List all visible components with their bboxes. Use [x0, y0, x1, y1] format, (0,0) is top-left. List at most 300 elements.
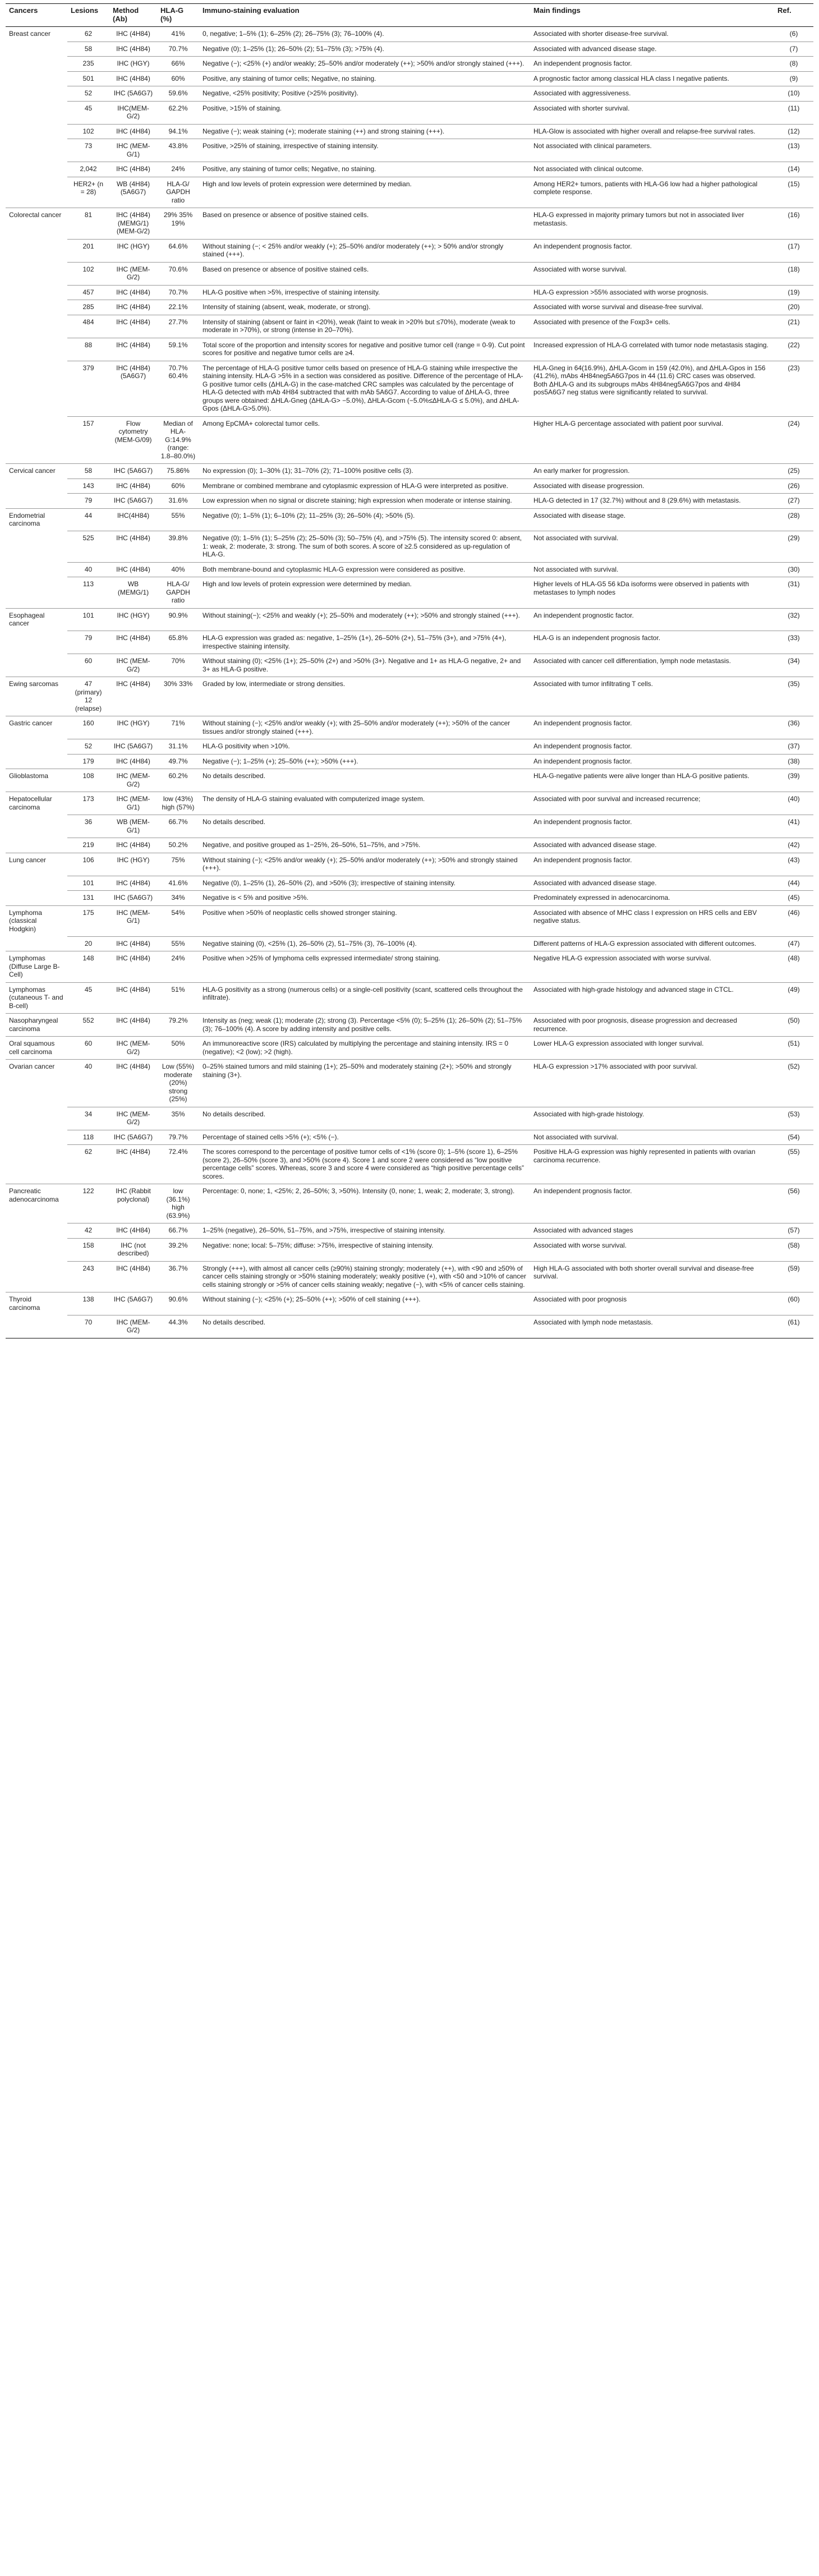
reference-cell: (24)	[774, 416, 813, 464]
method-cell: IHC (HGY)	[109, 608, 157, 631]
hla-g-cell: 64.6%	[157, 239, 199, 262]
evaluation-cell: 0–25% stained tumors and mild staining (1+); 25–50% and moderately staining (2+); >50% and strongly staining (3+).	[199, 1060, 530, 1107]
cancer-cell	[6, 1238, 67, 1261]
reference-cell: (18)	[774, 262, 813, 285]
lesions-cell: 47 (primary) 12 (relapse)	[67, 677, 109, 716]
evaluation-cell: No details described.	[199, 815, 530, 838]
lesions-cell: 175	[67, 905, 109, 936]
hla-g-cell: 55%	[157, 508, 199, 531]
evaluation-cell: The density of HLA-G staining evaluated with computerized image system.	[199, 792, 530, 815]
lesions-cell: 60	[67, 654, 109, 677]
table-row	[6, 1315, 813, 1338]
reference-cell: (58)	[774, 1238, 813, 1261]
lesions-cell: 143	[67, 479, 109, 494]
evaluation-cell: Negative, and positive grouped as 1−25%, 26–50%, 51–75%, and >75%.	[199, 838, 530, 853]
findings-cell: Associated with poor prognosis, disease progression and decreased recurrence.	[530, 1014, 774, 1037]
lesions-cell: 102	[67, 262, 109, 285]
reference-cell: (39)	[774, 769, 813, 792]
table-row	[6, 479, 813, 494]
cancer-cell	[6, 838, 67, 853]
cancer-cell: Hepatocellular carcinoma	[6, 792, 67, 815]
header-lesions: Lesions	[67, 4, 109, 27]
lesions-cell: 58	[67, 42, 109, 57]
reference-cell: (34)	[774, 654, 813, 677]
method-cell: IHC (4H84)	[109, 838, 157, 853]
findings-cell: High HLA-G associated with both shorter overall survival and disease-free survival.	[530, 1261, 774, 1292]
header-findings: Main findings	[530, 4, 774, 27]
table-row	[6, 208, 813, 240]
table-row	[6, 1292, 813, 1315]
method-cell: IHC (HGY)	[109, 716, 157, 739]
evaluation-cell: No details described.	[199, 769, 530, 792]
table-row	[6, 951, 813, 983]
findings-cell: HLA-G detected in 17 (32.7%) without and 8 (29.6%) with metastasis.	[530, 494, 774, 509]
table-row	[6, 300, 813, 315]
lesions-cell: 62	[67, 27, 109, 42]
method-cell: IHC (HGY)	[109, 57, 157, 72]
method-cell: IHC (MEM-G/2)	[109, 1315, 157, 1338]
reference-cell: (26)	[774, 479, 813, 494]
lesions-cell: 552	[67, 1014, 109, 1037]
hla-g-cell: 70.7% 60.4%	[157, 361, 199, 416]
reference-cell: (7)	[774, 42, 813, 57]
reference-cell: (40)	[774, 792, 813, 815]
table-row	[6, 1107, 813, 1130]
table-row	[6, 1184, 813, 1223]
findings-cell: An independent prognosis factor.	[530, 853, 774, 876]
method-cell: IHC (MEM-G/2)	[109, 1037, 157, 1060]
lesions-cell: 148	[67, 951, 109, 983]
hla-g-cell: 34%	[157, 891, 199, 906]
reference-cell: (20)	[774, 300, 813, 315]
lesions-cell: 118	[67, 1130, 109, 1145]
findings-cell: HLA-G is an independent prognosis factor.	[530, 631, 774, 654]
cancer-cell	[6, 494, 67, 509]
cancer-cell	[6, 262, 67, 285]
evaluation-cell: Total score of the proportion and intensity scores for negative and positive tumor cell (range = 0-9). Cut point scores for positive and negative tumor cells are ≥4.	[199, 338, 530, 361]
table-row	[6, 361, 813, 416]
table-row	[6, 239, 813, 262]
method-cell: IHC (4H84)	[109, 631, 157, 654]
findings-cell: An independent prognosis factor.	[530, 815, 774, 838]
findings-cell: HLA-G expressed in majority primary tumors but not in associated liver metastasis.	[530, 208, 774, 240]
evaluation-cell: Positive, >25% of staining, irrespective of staining intensity.	[199, 139, 530, 162]
reference-cell: (48)	[774, 951, 813, 983]
lesions-cell: 138	[67, 1292, 109, 1315]
method-cell: IHC (MEM-G/2)	[109, 1107, 157, 1130]
cancer-cell: Esophageal cancer	[6, 608, 67, 631]
evaluation-cell: Negative (−); weak staining (+); moderate staining (++) and strong staining (+++).	[199, 124, 530, 139]
reference-cell: (43)	[774, 853, 813, 876]
cancer-cell	[6, 101, 67, 124]
lesions-cell: 70	[67, 1315, 109, 1338]
hla-g-cell: 62.2%	[157, 101, 199, 124]
reference-cell: (38)	[774, 754, 813, 769]
table-row	[6, 1223, 813, 1239]
cancer-cell	[6, 315, 67, 338]
method-cell: IHC(4H84)	[109, 508, 157, 531]
hla-g-cell: low (43%) high (57%)	[157, 792, 199, 815]
reference-cell: (44)	[774, 876, 813, 891]
method-cell: IHC(MEM-G/2)	[109, 101, 157, 124]
evaluation-cell: Without staining (−); <25% and/or weakly (+); with 25–50% and/or moderately (++); >50% of the cancer tissues and/or strongly stained (+++).	[199, 716, 530, 739]
table-row	[6, 285, 813, 300]
evaluation-cell: Intensity as (neg; weak (1); moderate (2); strong (3). Percentage <5% (0); 5–25% (1); 26–50% (2); 51–75% (3); 76–100% (4). A score by adding intensity and positive cells.	[199, 1014, 530, 1037]
cancer-cell	[6, 1261, 67, 1292]
findings-cell: Not associated with survival.	[530, 1130, 774, 1145]
reference-cell: (32)	[774, 608, 813, 631]
lesions-cell: 62	[67, 1145, 109, 1184]
evaluation-cell: Negative (−); 1–25% (+); 25–50% (++); >50% (+++).	[199, 754, 530, 769]
lesions-cell: 108	[67, 769, 109, 792]
cancer-cell	[6, 479, 67, 494]
table-row	[6, 416, 813, 464]
reference-cell: (57)	[774, 1223, 813, 1239]
evaluation-cell: High and low levels of protein expression were determined by median.	[199, 577, 530, 609]
method-cell: IHC (4H84)	[109, 951, 157, 983]
table-row	[6, 677, 813, 716]
table-row	[6, 739, 813, 755]
evaluation-cell: Negative (−); <25% (+) and/or weakly; 25–50% and/or moderately (++); >50% and/or strongly stained (+++).	[199, 57, 530, 72]
hla-g-cell: 24%	[157, 162, 199, 177]
cancer-cell	[6, 416, 67, 464]
hla-g-cell: HLA-G/ GAPDH ratio	[157, 177, 199, 208]
cancer-cell	[6, 562, 67, 577]
method-cell: WB (MEMG/1)	[109, 577, 157, 609]
lesions-cell: 101	[67, 608, 109, 631]
reference-cell: (55)	[774, 1145, 813, 1184]
method-cell: IHC (4H84)	[109, 1223, 157, 1239]
findings-cell: Lower HLA-G expression associated with longer survival.	[530, 1037, 774, 1060]
cancer-cell	[6, 71, 67, 86]
method-cell: IHC (MEM-G/1)	[109, 905, 157, 936]
reference-cell: (60)	[774, 1292, 813, 1315]
table-row	[6, 876, 813, 891]
evaluation-cell: Strongly (+++), with almost all cancer cells (≥90%) staining strongly; moderately (++), with <90 and ≥50% of cancer cells staining strongly or >50% staining moderately; weakly positive (+), with <50 and >10% of cancer cells staining strongly or >5% of cancer cells staining weakly; negative (−), with <5% of cancer cells staining.	[199, 1261, 530, 1292]
evaluation-cell: Membrane or combined membrane and cytoplasmic expression of HLA-G were interpreted as positive.	[199, 479, 530, 494]
method-cell: IHC (4H84)	[109, 27, 157, 42]
header-ref: Ref.	[774, 4, 813, 27]
cancer-cell	[6, 139, 67, 162]
hla-g-cell: 30% 33%	[157, 677, 199, 716]
evaluation-cell: Based on presence or absence of positive stained cells.	[199, 262, 530, 285]
table-row	[6, 177, 813, 208]
method-cell: IHC (HGY)	[109, 239, 157, 262]
table-row	[6, 531, 813, 563]
cancer-cell	[6, 42, 67, 57]
evaluation-cell: Negative staining (0), <25% (1), 26–50% (2), 51–75% (3), 76–100% (4).	[199, 936, 530, 951]
hla-g-cell: 40%	[157, 562, 199, 577]
lesions-cell: 40	[67, 1060, 109, 1107]
cancer-cell	[6, 285, 67, 300]
evaluation-cell: Both membrane-bound and cytoplasmic HLA-G expression were considered as positive.	[199, 562, 530, 577]
hla-g-cell: 70%	[157, 654, 199, 677]
findings-cell: Associated with absence of MHC class I expression on HRS cells and EBV negative status.	[530, 905, 774, 936]
cancer-cell	[6, 577, 67, 609]
table-row	[6, 631, 813, 654]
evaluation-cell: High and low levels of protein expression were determined by median.	[199, 177, 530, 208]
lesions-cell: 45	[67, 982, 109, 1014]
method-cell: IHC (4H84)	[109, 338, 157, 361]
hla-g-cell: 59.6%	[157, 86, 199, 102]
cancer-cell	[6, 754, 67, 769]
method-cell: IHC (5A6G7)	[109, 464, 157, 479]
cancer-cell	[6, 177, 67, 208]
cancer-cell	[6, 338, 67, 361]
hla-g-cell: 44.3%	[157, 1315, 199, 1338]
table-row	[6, 1060, 813, 1107]
evaluation-cell: Positive, any staining of tumor cells; Negative, no staining.	[199, 71, 530, 86]
cancer-cell: Lymphomas (cutaneous T- and B-cell)	[6, 982, 67, 1014]
cancer-cell	[6, 1130, 67, 1145]
findings-cell: Associated with shorter survival.	[530, 101, 774, 124]
method-cell: IHC (4H84)	[109, 1014, 157, 1037]
reference-cell: (19)	[774, 285, 813, 300]
method-cell: IHC (4H84)	[109, 479, 157, 494]
hla-g-cell: 31.6%	[157, 494, 199, 509]
hla-g-cell: 43.8%	[157, 139, 199, 162]
lesions-cell: 201	[67, 239, 109, 262]
lesions-cell: 73	[67, 139, 109, 162]
findings-cell: An independent prognosis factor.	[530, 57, 774, 72]
cancer-cell	[6, 1107, 67, 1130]
cancer-cell	[6, 531, 67, 563]
evaluation-cell: Positive when >50% of neoplastic cells showed stronger staining.	[199, 905, 530, 936]
cancer-cell	[6, 891, 67, 906]
evaluation-cell: 1–25% (negative), 26–50%, 51–75%, and >75%, irrespective of staining intensity.	[199, 1223, 530, 1239]
cancer-cell: Colorectal cancer	[6, 208, 67, 240]
cancer-cell: Cervical cancer	[6, 464, 67, 479]
cancer-cell	[6, 739, 67, 755]
findings-cell: An independent prognosis factor.	[530, 239, 774, 262]
reference-cell: (27)	[774, 494, 813, 509]
cancer-cell	[6, 361, 67, 416]
evaluation-cell: Intensity of staining (absent, weak, moderate, or strong).	[199, 300, 530, 315]
table-row	[6, 815, 813, 838]
lesions-cell: 34	[67, 1107, 109, 1130]
lesions-cell: 60	[67, 1037, 109, 1060]
evaluation-cell: No details described.	[199, 1315, 530, 1338]
hla-g-cell: 70.7%	[157, 42, 199, 57]
cancer-cell: Ewing sarcomas	[6, 677, 67, 716]
cancer-cell: Thyroid carcinoma	[6, 1292, 67, 1315]
header-cancers: Cancers	[6, 4, 67, 27]
cancer-cell	[6, 654, 67, 677]
cancer-cell	[6, 1315, 67, 1338]
findings-cell: Higher HLA-G percentage associated with patient poor survival.	[530, 416, 774, 464]
method-cell: IHC (Rabbit polyclonal)	[109, 1184, 157, 1223]
findings-cell: Associated with disease stage.	[530, 508, 774, 531]
findings-cell: Associated with high-grade histology and advanced stage in CTCL.	[530, 982, 774, 1014]
lesions-cell: 79	[67, 631, 109, 654]
method-cell: IHC (HGY)	[109, 853, 157, 876]
lesions-cell: 52	[67, 86, 109, 102]
method-cell: IHC (4H84)	[109, 315, 157, 338]
findings-cell: HLA-G expression >17% associated with poor survival.	[530, 1060, 774, 1107]
method-cell: Flow cytometry (MEM-G/09)	[109, 416, 157, 464]
reference-cell: (33)	[774, 631, 813, 654]
findings-cell: Associated with disease progression.	[530, 479, 774, 494]
reference-cell: (36)	[774, 716, 813, 739]
findings-cell: Not associated with clinical outcome.	[530, 162, 774, 177]
findings-cell: HLA-G expression >55% associated with worse prognosis.	[530, 285, 774, 300]
lesions-cell: 36	[67, 815, 109, 838]
findings-cell: Associated with advanced disease stage.	[530, 838, 774, 853]
hla-g-cell: 66%	[157, 57, 199, 72]
evaluation-cell: Negative: none; local: 5–75%; diffuse: >75%, irrespective of staining intensity.	[199, 1238, 530, 1261]
cancer-cell: Glioblastoma	[6, 769, 67, 792]
lesions-cell: HER2+ (n = 28)	[67, 177, 109, 208]
hla-g-cell: 79.7%	[157, 1130, 199, 1145]
reference-cell: (56)	[774, 1184, 813, 1223]
hla-g-cell: 39.2%	[157, 1238, 199, 1261]
hla-g-cell: 22.1%	[157, 300, 199, 315]
findings-cell: HLA-Glow is associated with higher overall and relapse-free survival rates.	[530, 124, 774, 139]
hla-g-cell: 79.2%	[157, 1014, 199, 1037]
table-row	[6, 315, 813, 338]
findings-cell: Among HER2+ tumors, patients with HLA-G6 low had a higher pathological complete response.	[530, 177, 774, 208]
hla-g-cell: 90.6%	[157, 1292, 199, 1315]
evaluation-cell: 0, negative; 1–5% (1); 6–25% (2); 26–75% (3); 76–100% (4).	[199, 27, 530, 42]
hla-g-cell: 54%	[157, 905, 199, 936]
hla-g-cell: low (36.1%) high (63.9%)	[157, 1184, 199, 1223]
lesions-cell: 157	[67, 416, 109, 464]
table-row	[6, 338, 813, 361]
cancer-cell	[6, 162, 67, 177]
hla-g-cell: 31.1%	[157, 739, 199, 755]
reference-cell: (42)	[774, 838, 813, 853]
reference-cell: (11)	[774, 101, 813, 124]
cancer-cell	[6, 815, 67, 838]
evaluation-cell: No details described.	[199, 1107, 530, 1130]
lesions-cell: 179	[67, 754, 109, 769]
cancer-cell: Nasopharyngeal carcinoma	[6, 1014, 67, 1037]
reference-cell: (31)	[774, 577, 813, 609]
lesions-cell: 457	[67, 285, 109, 300]
lesions-cell: 243	[67, 1261, 109, 1292]
lesions-cell: 101	[67, 876, 109, 891]
lesions-cell: 235	[67, 57, 109, 72]
cancer-cell	[6, 239, 67, 262]
reference-cell: (9)	[774, 71, 813, 86]
evaluation-cell: Without staining(−); <25% and weakly (+); 25–50% and moderately (++); >50% and strongly stained (+++).	[199, 608, 530, 631]
table-row	[6, 577, 813, 609]
findings-cell: Different patterns of HLA-G expression associated with different outcomes.	[530, 936, 774, 951]
findings-cell: Associated with advanced disease stage.	[530, 876, 774, 891]
evaluation-cell: Based on presence or absence of positive stained cells.	[199, 208, 530, 240]
hla-g-cell: 72.4%	[157, 1145, 199, 1184]
lesions-cell: 122	[67, 1184, 109, 1223]
hla-g-cell: 75.86%	[157, 464, 199, 479]
table-row	[6, 891, 813, 906]
findings-cell: An independent prognostic factor.	[530, 608, 774, 631]
findings-cell: An early marker for progression.	[530, 464, 774, 479]
findings-cell: Not associated with survival.	[530, 562, 774, 577]
lesions-cell: 81	[67, 208, 109, 240]
hla-g-cell: 27.7%	[157, 315, 199, 338]
table-row	[6, 27, 813, 42]
method-cell: IHC (4H84)	[109, 754, 157, 769]
table-body	[6, 27, 813, 1338]
method-cell: IHC (5A6G7)	[109, 891, 157, 906]
cancer-cell	[6, 1145, 67, 1184]
cancer-cell: Oral squamous cell carcinoma	[6, 1037, 67, 1060]
table-row	[6, 71, 813, 86]
table-row	[6, 769, 813, 792]
hla-g-cell: 94.1%	[157, 124, 199, 139]
method-cell: IHC (4H84)	[109, 876, 157, 891]
table-row	[6, 42, 813, 57]
method-cell: IHC (MEM-G/2)	[109, 654, 157, 677]
table-row	[6, 1145, 813, 1184]
method-cell: IHC (4H84)	[109, 300, 157, 315]
cancer-cell: Breast cancer	[6, 27, 67, 42]
method-cell: IHC (5A6G7)	[109, 494, 157, 509]
hla-g-cancer-table	[6, 3, 813, 1338]
findings-cell: Associated with tumor infiltrating T cells.	[530, 677, 774, 716]
hla-g-cell: 36.7%	[157, 1261, 199, 1292]
method-cell: IHC (4H84)	[109, 562, 157, 577]
method-cell: IHC (5A6G7)	[109, 739, 157, 755]
hla-g-cell: 66.7%	[157, 815, 199, 838]
findings-cell: Predominately expressed in adenocarcinoma.	[530, 891, 774, 906]
cancer-cell: Ovarian cancer	[6, 1060, 67, 1107]
findings-cell: Associated with shorter disease-free survival.	[530, 27, 774, 42]
method-cell: IHC (MEM-G/2)	[109, 262, 157, 285]
hla-g-cell: 41%	[157, 27, 199, 42]
evaluation-cell: Without staining (−; < 25% and/or weakly (+); 25–50% and/or moderately (++); > 50% and/or strongly stained (+++).	[199, 239, 530, 262]
cancer-cell	[6, 631, 67, 654]
method-cell: IHC (4H84)	[109, 124, 157, 139]
method-cell: IHC (4H84)	[109, 162, 157, 177]
findings-cell: Associated with worse survival and disease-free survival.	[530, 300, 774, 315]
method-cell: IHC (5A6G7)	[109, 1292, 157, 1315]
reference-cell: (8)	[774, 57, 813, 72]
cancer-cell: Lymphomas (Diffuse Large B-Cell)	[6, 951, 67, 983]
evaluation-cell: Negative (0); 1–5% (1); 6–10% (2); 11–25% (3); 26–50% (4); >50% (5).	[199, 508, 530, 531]
evaluation-cell: No expression (0); 1–30% (1); 31–70% (2); 71–100% positive cells (3).	[199, 464, 530, 479]
reference-cell: (12)	[774, 124, 813, 139]
hla-g-cell: 55%	[157, 936, 199, 951]
table-row	[6, 608, 813, 631]
table-row	[6, 905, 813, 936]
hla-g-cell: 70.7%	[157, 285, 199, 300]
reference-cell: (49)	[774, 982, 813, 1014]
hla-g-cell: 24%	[157, 951, 199, 983]
lesions-cell: 42	[67, 1223, 109, 1239]
hla-g-cell: Median of HLA-G:14.9% (range: 1.8–80.0%)	[157, 416, 199, 464]
findings-cell: Not associated with survival.	[530, 531, 774, 563]
cancer-cell: Lung cancer	[6, 853, 67, 876]
hla-g-cell: 50.2%	[157, 838, 199, 853]
findings-cell: HLA-G-negative patients were alive longer than HLA-G positive patients.	[530, 769, 774, 792]
table-header	[6, 4, 813, 27]
hla-g-cell: 35%	[157, 1107, 199, 1130]
table-row	[6, 562, 813, 577]
table-row	[6, 1014, 813, 1037]
hla-g-cell: 50%	[157, 1037, 199, 1060]
cancer-cell	[6, 124, 67, 139]
table-row	[6, 162, 813, 177]
reference-cell: (35)	[774, 677, 813, 716]
method-cell: IHC (4H84)	[109, 71, 157, 86]
method-cell: IHC (4H84)	[109, 677, 157, 716]
lesions-cell: 525	[67, 531, 109, 563]
hla-g-cell: 60.2%	[157, 769, 199, 792]
lesions-cell: 2,042	[67, 162, 109, 177]
table-row	[6, 853, 813, 876]
findings-cell: Associated with poor prognosis	[530, 1292, 774, 1315]
